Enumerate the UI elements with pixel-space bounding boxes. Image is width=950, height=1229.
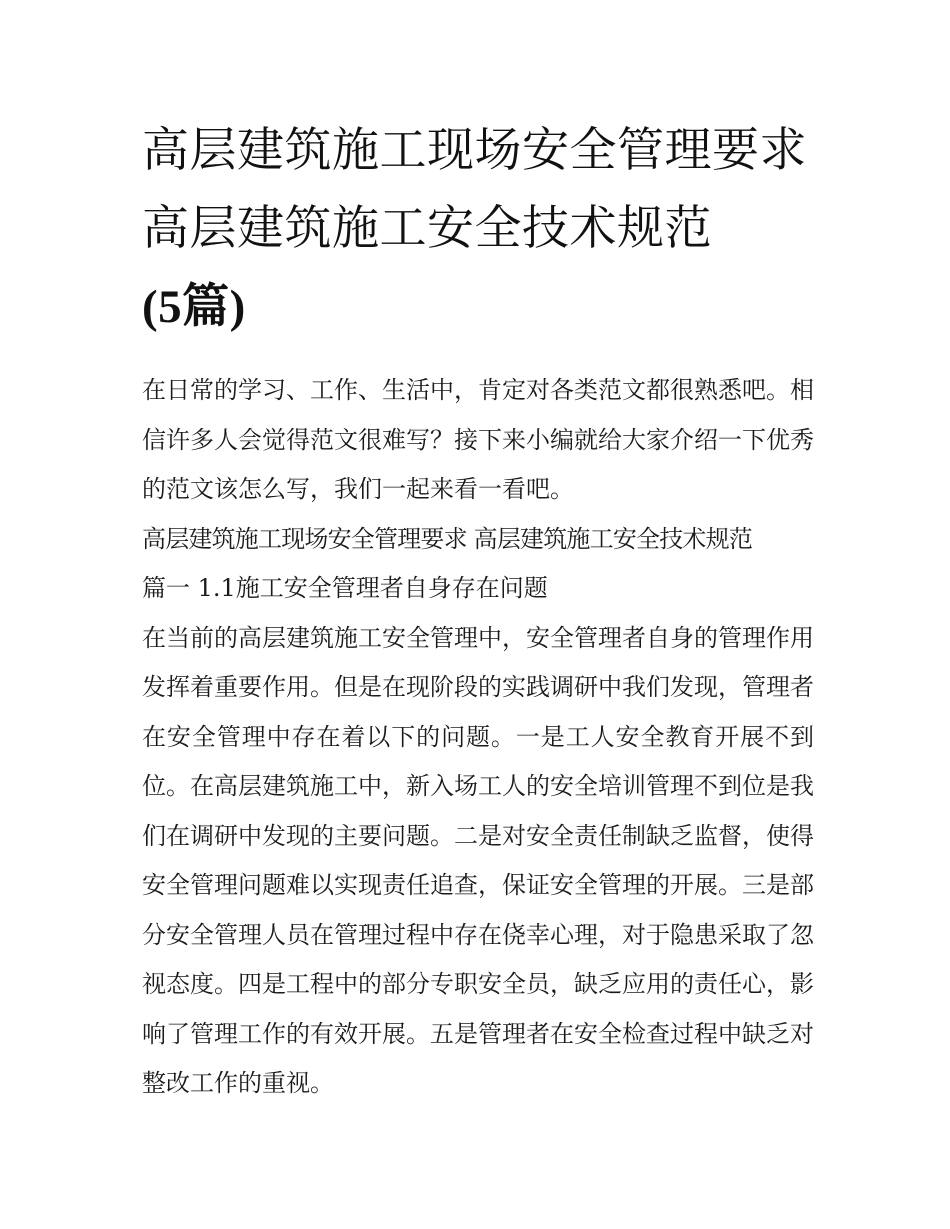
section-heading: 高层建筑施工现场安全管理要求 高层建筑施工安全技术规范 [142, 524, 753, 553]
title-count: (5篇) [142, 281, 246, 333]
intro-paragraph: 在日常的学习、工作、生活中，肯定对各类范文都很熟悉吧。相信许多人会觉得范文很难写？接下来小编就给大家介绍一下优秀的范文该怎么写，我们一起来看一看吧。 [142, 376, 814, 503]
title-text: 高层建筑施工现场安全管理要求 高层建筑施工安全技术规范 [142, 123, 807, 256]
document-title [142, 112, 814, 346]
subsection-heading: 篇一 1.1施工安全管理者自身存在问题 [142, 574, 548, 602]
document-body [142, 366, 814, 1109]
body-paragraph: 在当前的高层建筑施工安全管理中，安全管理者自身的管理作用发挥着重要作用。但是在现阶段的实践调研中我们发现，管理者在安全管理中存在着以下的问题。一是工人安全教育开展不到位。在高层建筑施工中，新入场工人的安全培训管理不到位是我们在调研中发现的主要问题。二是对安全责任制缺乏监督，使得安全管理问题难以实现责任追查，保证安全管理的开展。三是部分安全管理人员在管理过程中存在侥幸心理，对于隐患采取了忽视态度。四是工程中的部分专职安全员，缺乏应用的责任心，影响了管理工作的有效开展。五是管理者在安全检查过程中缺乏对整改工作的重视。 [142, 623, 814, 1097]
document-content [142, 112, 814, 1109]
